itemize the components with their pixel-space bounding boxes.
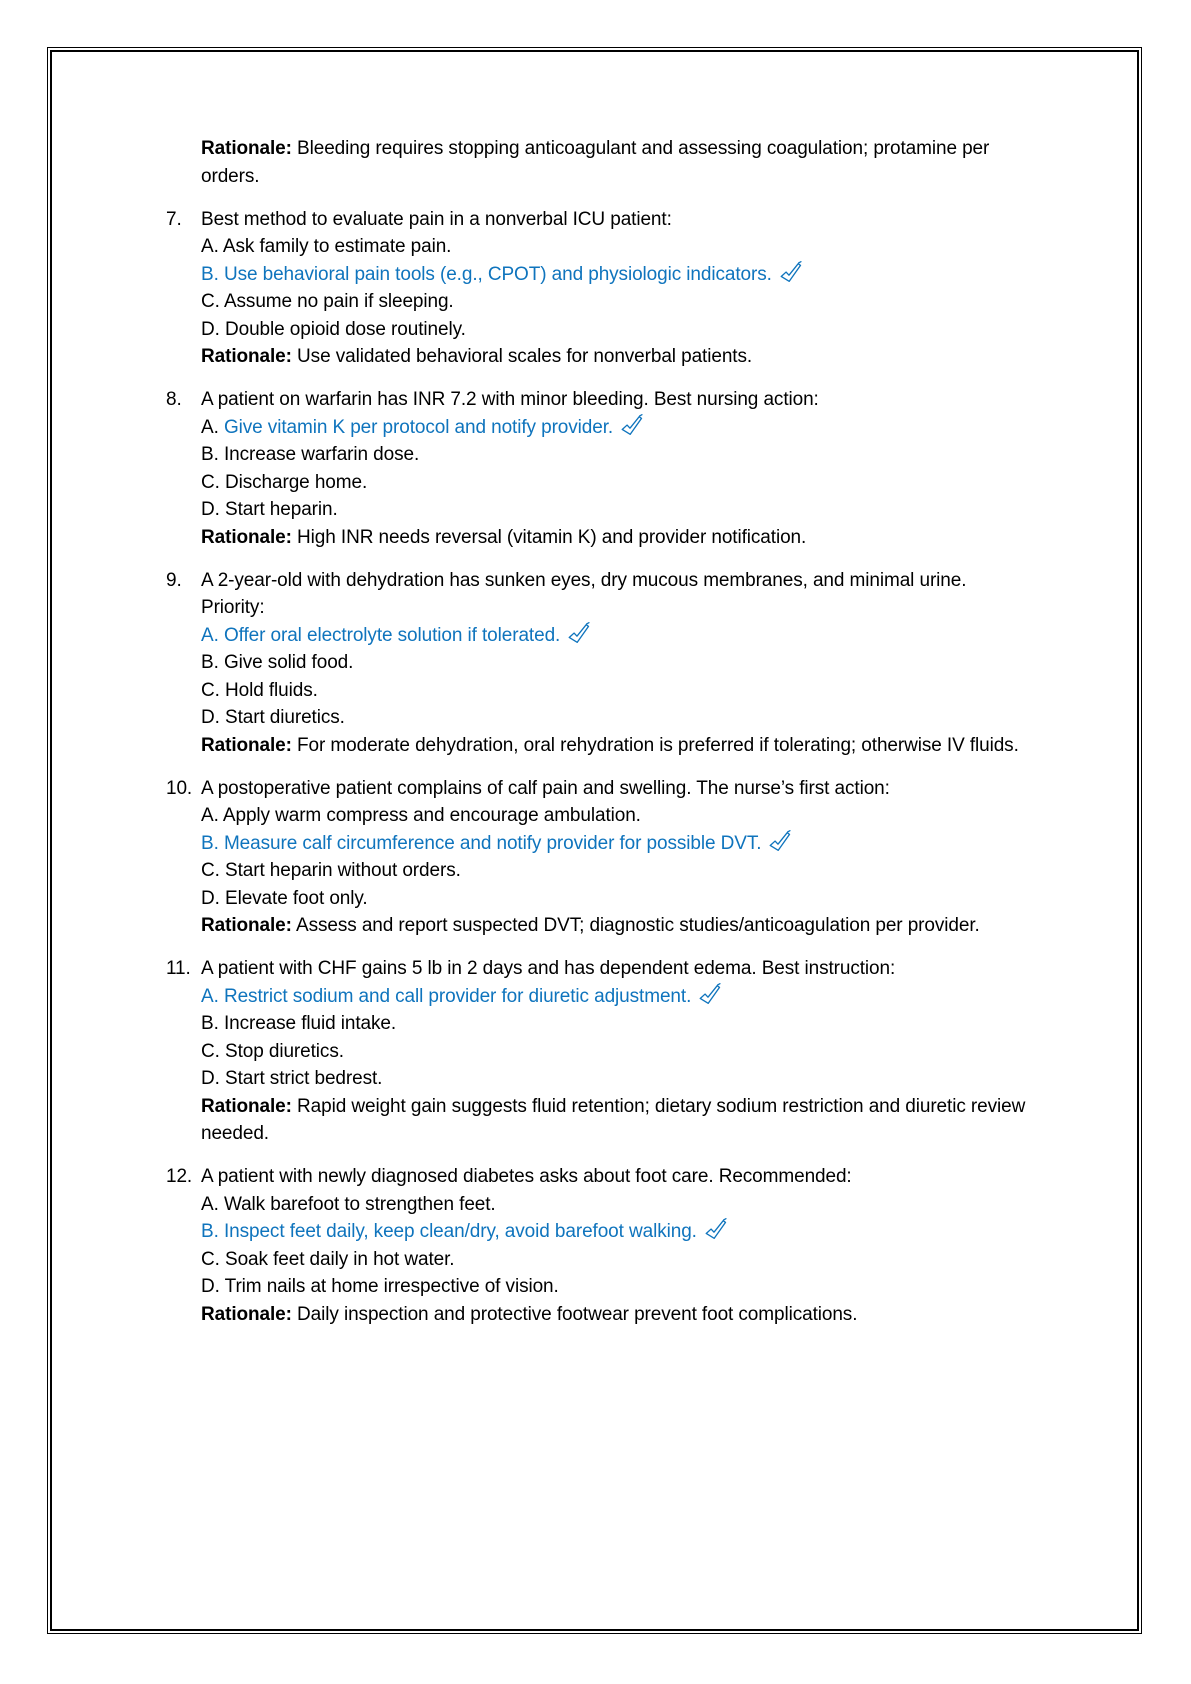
option-letter: A. [201,416,219,438]
answer-option [201,1273,1029,1301]
rationale-label: Rationale: [201,138,292,159]
option-text: Hold fluids. [225,679,318,701]
correct-check-icon [567,622,590,645]
answer-option [201,233,1029,261]
answer-option [201,1065,1029,1093]
rationale-text: Rapid weight gain suggests fluid retention; dietary sodium restriction and diuretic review needed. [201,1095,1026,1144]
page-border-frame [50,50,1139,1631]
question-block [166,1163,1029,1328]
rationale-label: Rationale: [201,1095,292,1117]
option-letter: D. [201,1276,220,1297]
option-text: Start heparin without orders. [225,860,461,881]
option-text: Ask family to estimate pain. [222,236,452,257]
answer-option [201,288,1029,316]
answer-option [201,704,1029,732]
option-letter: A. [201,985,219,1007]
options-list [201,1191,1029,1301]
answer-option [201,802,1029,830]
option-letter: C. [201,860,220,881]
answer-option [201,983,1029,1011]
question-block [166,567,1029,760]
answer-option [201,496,1029,524]
option-letter: D. [201,1068,220,1089]
answer-option [201,1246,1029,1274]
option-text: Trim nails at home irrespective of vision. [224,1276,559,1297]
answer-option [201,1218,1029,1246]
rationale-paragraph [201,1301,1029,1329]
option-text: Increase warfarin dose. [223,444,420,465]
question-number: 7. [166,208,182,230]
answer-option [201,649,1029,677]
rationale-label: Rationale: [201,915,292,936]
option-letter: D. [201,318,220,340]
rationale-text: For moderate dehydration, oral rehydration is preferred if tolerating; otherwise IV fluids. [297,734,1019,756]
option-text: Double opioid dose routinely. [225,318,466,340]
option-letter: C. [201,1248,220,1270]
question-number: 8. [166,389,182,410]
rationale-label: Rationale: [201,734,292,756]
option-text: Assume no pain if sleeping. [223,291,454,312]
options-list [201,414,1029,524]
option-text: Apply warm compress and encourage ambulation. [222,805,641,826]
answer-option [201,885,1029,913]
option-text: Use behavioral pain tools (e.g., CPOT) and physiologic indicators. [223,263,772,285]
correct-check-icon [768,830,791,853]
rationale-label: Rationale: [201,1303,292,1325]
option-text: Inspect feet daily, keep clean/dry, avoid barefoot walking. [223,1221,697,1242]
question-body [201,955,1029,1148]
option-text: Elevate foot only. [225,887,368,909]
question-text: A 2-year-old with dehydration has sunken eyes, dry mucous membranes, and minimal urine. Priority: [201,569,967,618]
option-letter: B. [201,1013,219,1034]
rationale-text: High INR needs reversal (vitamin K) and provider notification. [297,526,807,548]
option-text: Offer oral electrolyte solution if tolerated. [223,624,561,646]
question-number: 11. [166,958,191,979]
question-number: 12. [166,1166,193,1187]
option-letter: C. [201,679,220,701]
carryover-rationale-paragraph [201,135,1029,190]
answer-option [201,622,1029,650]
answer-option [201,414,1029,442]
answer-option [201,830,1029,858]
option-letter: B. [201,652,219,673]
answer-option [201,1191,1029,1219]
rationale-paragraph [201,1093,1029,1148]
option-text: Give vitamin K per protocol and notify provider. [223,416,614,438]
questions-list [166,206,1029,1329]
option-text: Soak feet daily in hot water. [225,1248,455,1270]
rationale-text: Bleeding requires stopping anticoagulant and assessing coagulation; protamine per orders. [201,138,990,187]
option-letter: B. [201,1221,219,1242]
option-letter: B. [201,832,219,854]
answer-option [201,857,1029,885]
option-text: Start heparin. [225,499,338,520]
option-text: Stop diuretics. [225,1040,344,1062]
option-text: Start strict bedrest. [225,1068,383,1089]
correct-check-icon [620,414,643,437]
question-text: A patient with CHF gains 5 lb in 2 days and has dependent edema. Best instruction: [201,958,896,979]
question-body [201,206,1029,371]
option-text: Start diuretics. [225,707,345,728]
rationale-text: Daily inspection and protective footwear prevent foot complications. [297,1303,858,1325]
question-text: A patient on warfarin has INR 7.2 with minor bleeding. Best nursing action: [201,389,819,410]
rationale-paragraph [201,912,1029,940]
answer-option [201,1010,1029,1038]
question-block [166,386,1029,551]
question-block [166,775,1029,940]
rationale-text: Use validated behavioral scales for nonverbal patients. [297,346,753,367]
page-content [52,52,1137,1344]
options-list [201,622,1029,732]
answer-option [201,261,1029,289]
question-text: Best method to evaluate pain in a nonverbal ICU patient: [201,208,672,230]
correct-check-icon [704,1218,727,1241]
answer-option [201,1038,1029,1066]
option-letter: A. [201,236,219,257]
question-body [201,1163,1029,1328]
question-number: 10. [166,777,193,799]
option-text: Increase fluid intake. [223,1013,397,1034]
rationale-text: Assess and report suspected DVT; diagnostic studies/anticoagulation per provider. [296,915,980,936]
option-letter: B. [201,444,219,465]
option-letter: C. [201,1040,220,1062]
options-list [201,983,1029,1093]
option-text: Measure calf circumference and notify provider for possible DVT. [223,832,762,854]
options-list [201,802,1029,912]
option-letter: A. [201,1193,219,1215]
option-text: Restrict sodium and call provider for diuretic adjustment. [223,985,692,1007]
option-letter: A. [201,624,219,646]
answer-option [201,677,1029,705]
rationale-paragraph [201,343,1029,371]
option-text: Give solid food. [223,652,354,673]
answer-option [201,441,1029,469]
question-body [201,775,1029,940]
option-letter: D. [201,887,220,909]
question-body [201,567,1029,760]
question-block [166,206,1029,371]
option-letter: B. [201,263,219,285]
question-text: A patient with newly diagnosed diabetes asks about foot care. Recommended: [201,1166,852,1187]
rationale-paragraph [201,524,1029,552]
answer-option [201,316,1029,344]
question-block [166,955,1029,1148]
option-letter: C. [201,291,220,312]
correct-check-icon [698,983,721,1006]
option-letter: D. [201,499,220,520]
rationale-paragraph [201,732,1029,760]
question-number: 9. [166,569,182,591]
option-text: Walk barefoot to strengthen feet. [223,1193,496,1215]
options-list [201,233,1029,343]
option-letter: C. [201,471,220,493]
answer-option [201,469,1029,497]
question-body [201,386,1029,551]
option-text: Discharge home. [225,471,368,493]
question-text: A postoperative patient complains of calf pain and swelling. The nurse’s first action: [201,777,890,799]
option-letter: D. [201,707,220,728]
option-letter: A. [201,805,219,826]
rationale-label: Rationale: [201,346,292,367]
correct-check-icon [779,261,802,284]
rationale-label: Rationale: [201,526,292,548]
